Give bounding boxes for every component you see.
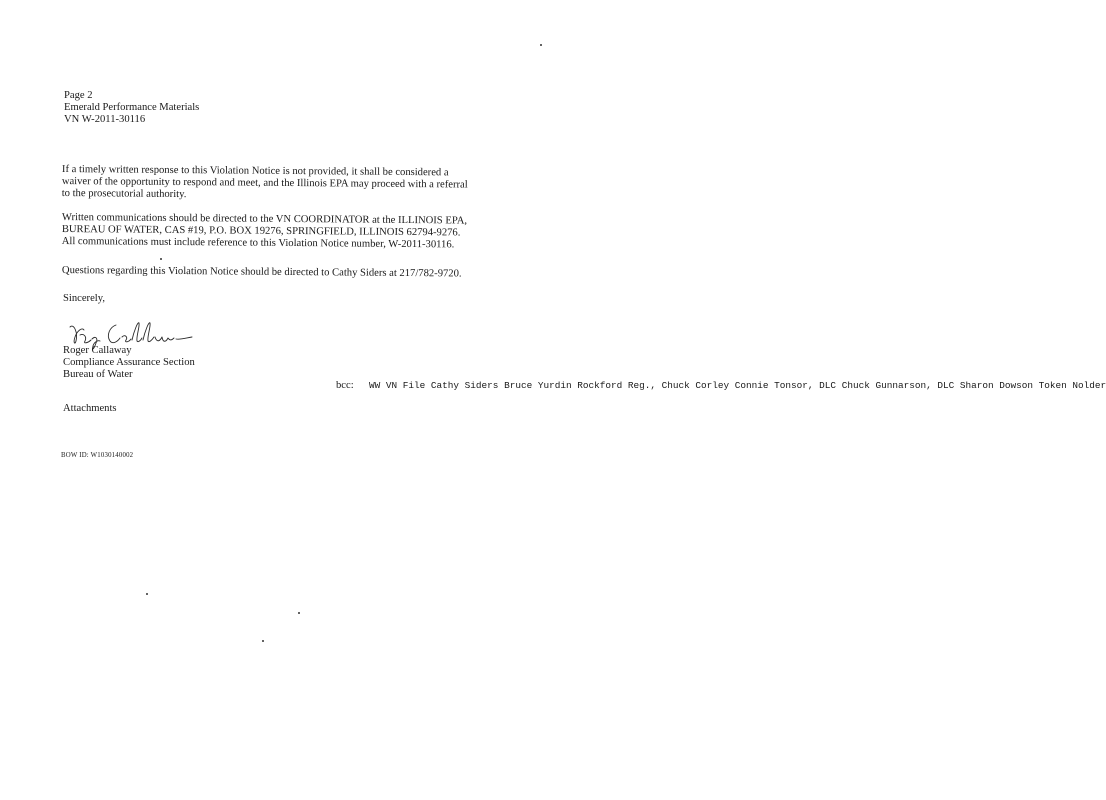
list-item: Bruce Yurdin	[504, 380, 572, 391]
paragraph-communications	[62, 212, 514, 252]
list-item: Token Nolder	[1038, 380, 1106, 391]
page-number: Page 2	[64, 90, 93, 101]
scan-speck	[160, 258, 162, 260]
signatory-name: Roger Callaway	[63, 345, 132, 356]
scan-speck	[540, 44, 542, 46]
paragraph-line: BUREAU OF WATER, CAS #19, P.O. BOX 19276, SPRINGFIELD, ILLINOIS 62794-9276.	[61, 223, 461, 239]
paragraph-line: All communications must include reference to this Violation Notice number, W-2011-30116.	[61, 235, 455, 251]
page-header	[64, 90, 199, 126]
list-item: Cathy Siders	[430, 380, 499, 391]
list-item: Sharon Dowson	[959, 380, 1034, 391]
list-item: Connie Tonsor, DLC	[734, 380, 837, 391]
scan-speck	[146, 593, 148, 595]
list-item: Rockford Reg.,	[577, 380, 656, 391]
scan-speck	[298, 612, 300, 614]
list-item: Chuck Corley	[661, 380, 730, 391]
paragraph-line: waiver of the opportunity to respond and meet, and the Illinois EPA may proceed with a referral	[61, 175, 468, 191]
paragraph-questions	[62, 265, 514, 281]
signatory-block	[63, 345, 195, 381]
scan-speck	[262, 640, 264, 642]
bcc-recipient-list	[369, 380, 1106, 391]
company-name: Emerald Performance Materials	[64, 102, 200, 113]
salutation: Sincerely,	[63, 293, 105, 304]
paragraph-line: Questions regarding this Violation Notice should be directed to Cathy Siders at 217/782-9720.	[61, 265, 462, 280]
paragraph-line: to the prosecutorial authority.	[61, 187, 187, 201]
bcc-label: bcc:	[336, 380, 354, 391]
paragraph-line: If a timely written response to this Violation Notice is not provided, it shall be considered a	[61, 164, 449, 179]
violation-notice-ref: VN W-2011-30116	[64, 114, 146, 125]
list-item: Chuck Gunnarson, DLC	[841, 380, 955, 391]
form-code: BOW ID: W1030140002	[61, 452, 134, 459]
attachments-label: Attachments	[63, 403, 117, 414]
signatory-section: Compliance Assurance Section	[63, 357, 195, 368]
paragraph-line: Written communications should be directed to the VN COORDINATOR at the ILLINOIS EPA,	[61, 212, 468, 227]
signatory-bureau: Bureau of Water	[63, 369, 133, 380]
list-item: WW VN File	[369, 380, 426, 391]
paragraph-response-warning	[62, 164, 514, 204]
